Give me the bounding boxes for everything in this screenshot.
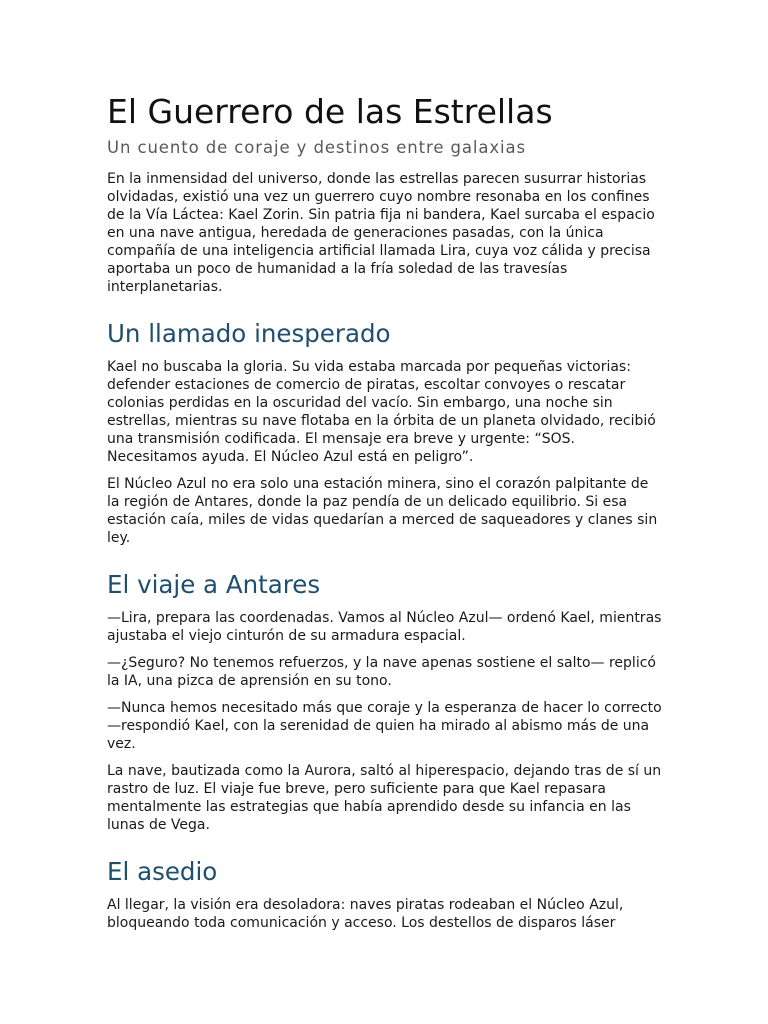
document-title: El Guerrero de las Estrellas: [107, 92, 553, 131]
body-paragraph: Al llegar, la visión era desoladora: naves piratas rodeaban el Núcleo Azul, bloqueando toda comunicación y acceso. Los destellos de disparos láser: [107, 897, 624, 931]
document-page: [107, 92, 663, 941]
section-el-asedio: [107, 857, 663, 932]
section-heading: Un llamado inesperado: [107, 319, 391, 348]
dialogue-paragraph: —¿Seguro? No tenemos refuerzos, y la nave apenas sostiene el salto— replicó la IA, una pizca de aprensión en su tono.: [107, 655, 656, 689]
section-un-llamado-inesperado: [107, 319, 663, 547]
body-paragraph: Kael no buscaba la gloria. Su vida estaba marcada por pequeñas victorias: defender estaciones de comercio de piratas, escoltar convoyes o rescatar colonias perdidas en la oscuridad del vacío. Sin embargo, una noche sin estrellas, mientras su nave flotaba en la órbita de un planeta olvidado, recibió una transmisión codificada. El mensaje era breve y urgente: “SOS. Necesitamos ayuda. El Núcleo Azul está en peligro”.: [107, 359, 656, 465]
dialogue-paragraph: —Nunca hemos necesitado más que coraje y la esperanza de hacer lo correcto —respondió Kael, con la serenidad de quien ha mirado al abismo más de una vez.: [107, 700, 662, 752]
section-heading: El viaje a Antares: [107, 570, 321, 599]
dialogue-paragraph: —Lira, prepara las coordenadas. Vamos al Núcleo Azul— ordenó Kael, mientras ajustaba el viejo cinturón de su armadura espacial.: [107, 610, 662, 644]
section-heading: El asedio: [107, 857, 218, 886]
body-paragraph: El Núcleo Azul no era solo una estación minera, sino el corazón palpitante de la región de Antares, donde la paz pendía de un delicado equilibrio. Si esa estación caía, miles de vidas quedarían a merced de saqueadores y clanes sin ley.: [107, 476, 658, 546]
section-el-viaje-a-antares: [107, 570, 663, 834]
document-subtitle: Un cuento de coraje y destinos entre galaxias: [107, 138, 527, 157]
body-paragraph: La nave, bautizada como la Aurora, saltó al hiperespacio, dejando tras de sí un rastro de luz. El viaje fue breve, pero suficiente para que Kael repasara mentalmente las estrategias que había aprendido desde su infancia en las lunas de Vega.: [107, 763, 662, 833]
intro-paragraph: En la inmensidad del universo, donde las estrellas parecen susurrar historias olvidadas, existió una vez un guerrero cuyo nombre resonaba en los confines de la Vía Láctea: Kael Zorin. Sin patria fija ni bandera, Kael surcaba el espacio en una nave antigua, heredada de generaciones pasadas, con la única compañía de una inteligencia artificial llamada Lira, cuya voz cálida y precisa aportaba un poco de humanidad a la fría soledad de las travesías interplanetarias.: [107, 171, 655, 295]
